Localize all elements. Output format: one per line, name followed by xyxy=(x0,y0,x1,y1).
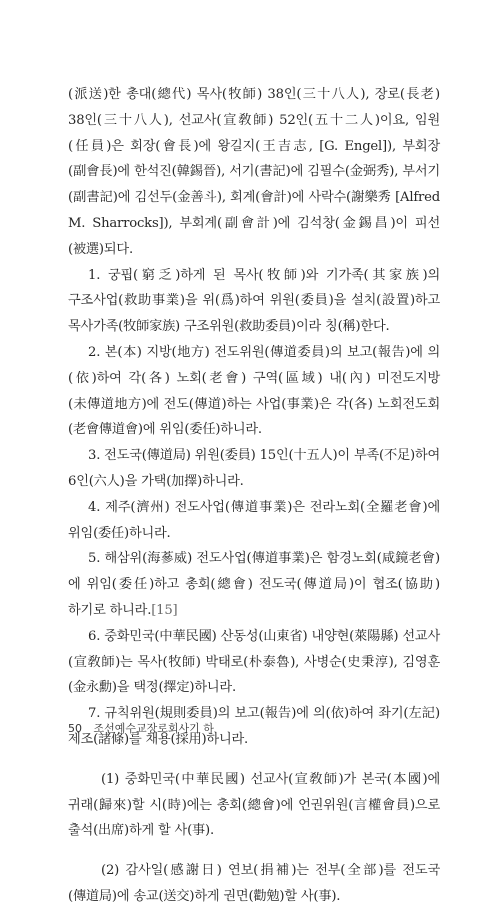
item-3: 3. 전도국(傳道局) 위원(委員) 15인(十五人)이 부족(不足)하여 6인(六人)을 가택(加擇)하니라. xyxy=(68,448,440,489)
item-7: 7. 규칙위원(規則委員)의 보고(報告)에 의(依)하여 좌기(左記) 제조(諸條)를 채용(採用)하니라. xyxy=(68,706,440,747)
item-5 xyxy=(68,546,440,623)
item-5-text: 5. 해삼위(海蔘威) 전도사업(傳道事業)은 함경노회(咸鏡老會)에 위임(委任)하고 총회(總會) 전도국(傳道局)이 협조(協助)하기로 하니라. xyxy=(68,551,440,618)
running-title: 조선예수교장로회사기 하 xyxy=(93,722,214,735)
item-4: 4. 제주(濟州) 전도사업(傳道事業)은 전라노회(全羅老會)에 위임(委任)하니라. xyxy=(68,499,440,541)
item-2: 2. 본(本) 지방(地方) 전도위원(傳道委員)의 보고(報告)에 의(依)하여 각(各) 노회(老會) 구역(區域) 내(內) 미전도지방(未傳道地方)에 전도(傳道)하는 사업(事業)은 각(各) 노회전도회(老會傳道會)에 위임(委任)하니라. xyxy=(68,344,440,438)
item-1: 1. 궁핍(窮乏)하게 된 목사(牧師)와 기가족(其家族)의 구조사업(救助事業)을 위(爲)하여 위원(委員)을 설치(設置)하고 목사가족(牧師家族) 구조위원(救助委員)이라 칭(稱)한다. xyxy=(68,267,440,335)
page-footer xyxy=(68,720,214,736)
item-7-sub-2: (2) 감사일(感謝日) 연보(捐補)는 전부(全部)를 전도국(傳道局)에 송교(送交)하게 권면(勸勉)할 사(事). xyxy=(68,863,440,904)
page-number: 50 xyxy=(68,722,82,735)
body-text xyxy=(68,82,440,910)
item-6: 6. 중화민국(中華民國) 산동성(山東省) 내양현(萊陽縣) 선교사(宣敎師)는 목사(牧師) 박태로(朴泰魯), 사병순(史秉淳), 김영훈(金永勳)을 택정(擇定)하니라. xyxy=(68,628,440,696)
paragraph-continuation: (派送)한 총대(總代) 목사(牧師) 38인(三十八人), 장로(長老) 38인(三十八人), 선교사(宣敎師) 52인(五十二人)이요, 임원(任員)은 회장(會長)에 왕길지(王吉志, [G. Engel]), 부회장(副會長)에 한석진(韓錫晉), 서기(書記)에 김필수(金弼秀), 부서기(副書記)에 김선두(金善斗), 회계(會計)에 사락수(謝樂秀 [Alfred M. Sharrocks]), 부회계(副會計)에 김석창(金錫昌)이 피선(被選)되다. xyxy=(68,87,440,257)
footnote-ref[interactable]: [15] xyxy=(151,602,178,618)
item-7-sub-1: (1) 중화민국(中華民國) 선교사(宣敎師)가 본국(本國)에 귀래(歸來)할 시(時)에는 총회(總會)에 언권위원(言權會員)으로 출석(出席)하게 할 사(事). xyxy=(68,771,440,839)
